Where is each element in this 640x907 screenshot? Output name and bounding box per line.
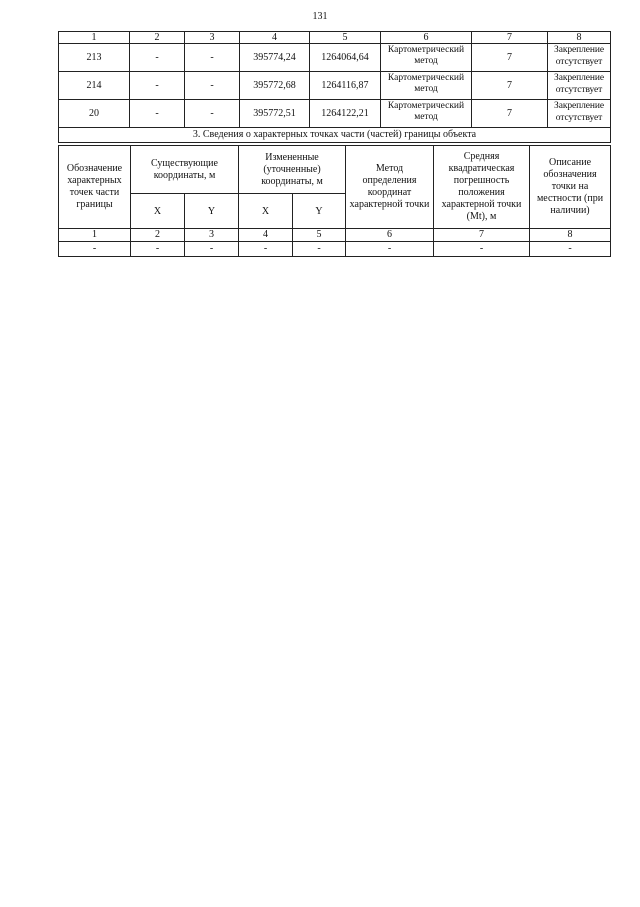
description: Закрепление отсутствует (548, 72, 611, 100)
existing-x: - (130, 100, 185, 128)
column-number: 4 (239, 229, 293, 242)
table-row (59, 242, 611, 257)
points-table (58, 31, 611, 143)
column-number: 5 (310, 32, 381, 44)
section-title-row (59, 128, 611, 143)
new-y: 1264064,64 (310, 44, 381, 72)
column-number: 2 (131, 229, 185, 242)
new-x: 395772,51 (240, 100, 310, 128)
new-x: 395772,68 (240, 72, 310, 100)
table-cell: - (434, 242, 530, 257)
column-number-row (59, 32, 611, 44)
existing-y: - (185, 100, 240, 128)
column-number: 1 (59, 32, 130, 44)
table-cell: - (59, 242, 131, 257)
section-title: 3. Сведения о характерных точках части (частей) границы объекта (59, 128, 611, 143)
new-y: 1264116,87 (310, 72, 381, 100)
description: Закрепление отсутствует (548, 44, 611, 72)
part-boundary-table (58, 145, 611, 257)
header-changed-y: Y (293, 194, 346, 229)
accuracy: 7 (472, 44, 548, 72)
accuracy: 7 (472, 100, 548, 128)
description: Закрепление отсутствует (548, 100, 611, 128)
table-cell: - (346, 242, 434, 257)
column-number: 6 (346, 229, 434, 242)
table-cell: - (239, 242, 293, 257)
header-method: Метод определения координат характерной точки (346, 146, 434, 229)
header-changed-coords: Измененные (уточненные) координаты, м (239, 146, 346, 194)
column-number: 7 (434, 229, 530, 242)
table-row (59, 72, 611, 100)
table-row (59, 100, 611, 128)
method: Картометрический метод (381, 72, 472, 100)
table-cell: - (185, 242, 239, 257)
table-cell: - (131, 242, 185, 257)
method: Картометрический метод (381, 100, 472, 128)
column-number: 1 (59, 229, 131, 242)
header-designation: Обозначение характерных точек части границы (59, 146, 131, 229)
accuracy: 7 (472, 72, 548, 100)
point-id: 213 (59, 44, 130, 72)
existing-y: - (185, 44, 240, 72)
column-number: 6 (381, 32, 472, 44)
existing-x: - (130, 72, 185, 100)
header-accuracy: Средняя квадратическая погрешность положения характерной точки (Mt), м (434, 146, 530, 229)
table-cell: - (530, 242, 611, 257)
header-existing-y: Y (185, 194, 239, 229)
method: Картометрический метод (381, 44, 472, 72)
column-number: 8 (548, 32, 611, 44)
header-row (59, 146, 611, 194)
point-id: 20 (59, 100, 130, 128)
column-number: 2 (130, 32, 185, 44)
column-number: 8 (530, 229, 611, 242)
table-row (59, 44, 611, 72)
column-number: 3 (185, 229, 239, 242)
header-existing-coords: Существующие координаты, м (131, 146, 239, 194)
header-description: Описание обозначения точки на местности (при наличии) (530, 146, 611, 229)
page-number: 131 (312, 11, 328, 22)
new-x: 395774,24 (240, 44, 310, 72)
table-cell: - (293, 242, 346, 257)
column-number: 4 (240, 32, 310, 44)
column-number: 3 (185, 32, 240, 44)
existing-x: - (130, 44, 185, 72)
point-id: 214 (59, 72, 130, 100)
header-existing-x: X (131, 194, 185, 229)
existing-y: - (185, 72, 240, 100)
header-changed-x: X (239, 194, 293, 229)
column-number-row (59, 229, 611, 242)
column-number: 7 (472, 32, 548, 44)
column-number: 5 (293, 229, 346, 242)
new-y: 1264122,21 (310, 100, 381, 128)
